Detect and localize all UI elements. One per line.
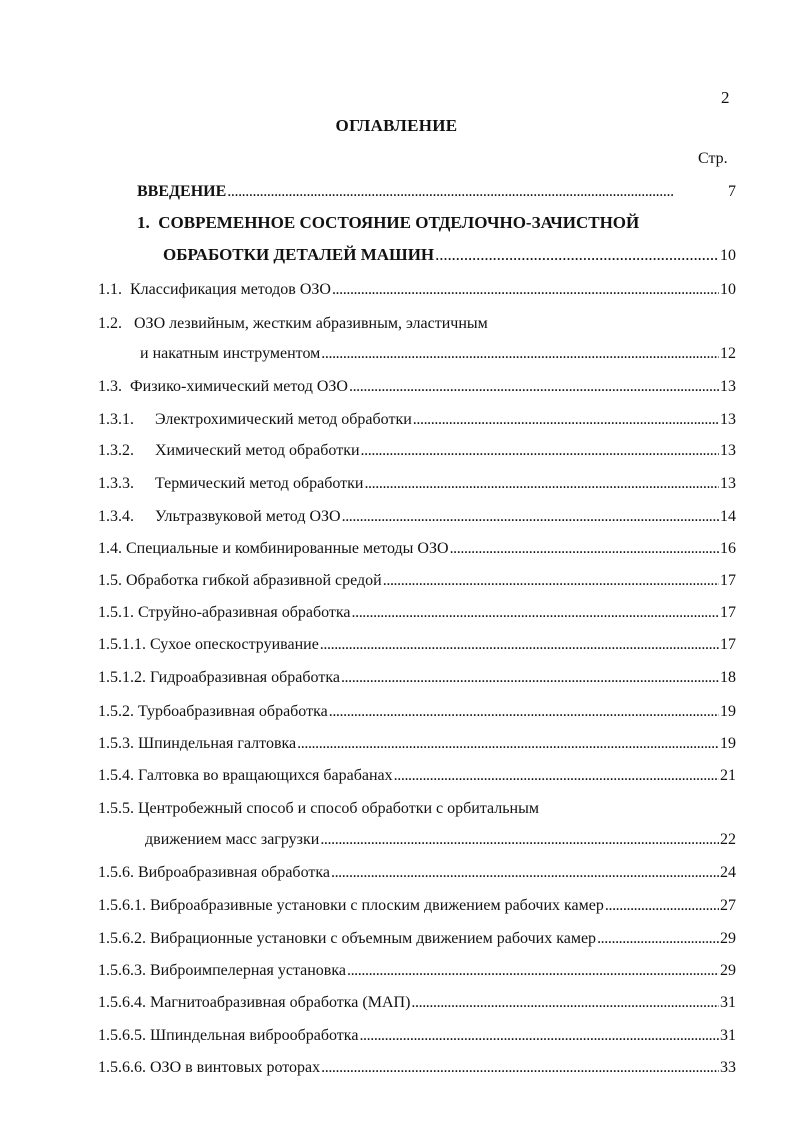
toc-leader — [361, 440, 719, 462]
toc-entry-1-5-6-4 — [98, 992, 736, 1014]
toc-entry-page: 13 — [720, 475, 736, 492]
toc-entry-page: 17 — [720, 572, 736, 589]
toc-leader — [227, 181, 727, 203]
toc-leader — [321, 1057, 719, 1079]
toc-entry-page: 31 — [720, 1027, 736, 1044]
toc-entry-1-3 — [98, 376, 736, 398]
toc-entry-title: 1.5.6.6. ОЗО в винтовых роторах — [98, 1059, 321, 1076]
toc-entry-page: 33 — [720, 1059, 736, 1076]
toc-leader — [320, 829, 719, 851]
toc-entry-1-5-6-6 — [98, 1057, 736, 1079]
toc-entry-1-5-5-line1 — [98, 798, 539, 820]
toc-entry-1-3-1 — [98, 409, 736, 431]
page-title: ОГЛАВЛЕНИЕ — [335, 116, 458, 135]
toc-entry-1-5-6-2 — [98, 928, 736, 950]
toc-entry-title: Классификация методов ОЗО — [130, 281, 331, 298]
toc-leader — [321, 343, 719, 365]
toc-leader — [411, 992, 719, 1014]
toc-entry-page: 18 — [720, 669, 736, 686]
toc-entry-page: 22 — [720, 831, 736, 848]
toc-entry-page: 29 — [720, 930, 736, 947]
toc-entry-page: 16 — [720, 540, 736, 557]
toc-entry-number: 1.3.4. — [98, 508, 134, 525]
toc-entry-1-5-3 — [98, 733, 736, 755]
toc-chapter-1-line2 — [163, 244, 736, 266]
toc-leader — [329, 701, 719, 723]
toc-entry-1-5-6-5 — [98, 1025, 736, 1047]
toc-entry-1-5 — [98, 570, 736, 592]
toc-entry-title: ВВЕДЕНИЕ — [137, 183, 227, 200]
toc-entry-title: Термический метод обработки — [155, 475, 364, 492]
toc-entry-title: 1.4. Специальные и комбинированные методы ОЗО — [98, 540, 449, 557]
toc-entry-number: 1.3. — [98, 378, 122, 395]
toc-entry-title: 1.5. Обработка гибкой абразивной средой — [98, 572, 382, 589]
toc-leader — [413, 409, 719, 431]
toc-leader — [332, 279, 719, 301]
toc-entry-1-3-2 — [98, 440, 736, 462]
toc-entry-1-5-6 — [98, 862, 736, 884]
toc-entry-page: 12 — [720, 345, 736, 362]
toc-leader — [331, 862, 719, 884]
toc-entry-title: 1.5.4. Галтовка во вращающихся барабанах — [98, 767, 393, 784]
toc-entry-page: 19 — [720, 735, 736, 752]
toc-entry-page: 17 — [720, 604, 736, 621]
toc-entry-1-1 — [98, 279, 736, 301]
toc-leader — [352, 602, 720, 624]
toc-leader — [342, 506, 719, 528]
toc-entry-1-2-line1 — [98, 313, 488, 335]
toc-entry-title: Электрохимический метод обработки — [155, 411, 412, 428]
toc-entry-1-5-5-line2 — [145, 829, 736, 851]
toc-entry-number: 1.2. — [98, 315, 122, 332]
toc-entry-page: 31 — [720, 994, 736, 1011]
toc-leader — [347, 960, 719, 982]
toc-leader — [349, 376, 719, 398]
toc-entry-1-5-1-2 — [98, 667, 736, 689]
toc-entry-page: 21 — [720, 767, 736, 784]
toc-entry-title: 1.5.5. Центробежный способ и способ обработки с орбитальным — [98, 800, 539, 817]
toc-entry-title: Физико-химический метод ОЗО — [130, 378, 348, 395]
toc-entry-page: 10 — [720, 247, 736, 264]
toc-entry-number: 1.3.3. — [98, 475, 134, 492]
toc-entry-title: 1.5.6.4. Магнитоабразивная обработка (МАП) — [98, 994, 411, 1011]
toc-entry-1-5-4 — [98, 765, 736, 787]
toc-leader — [341, 667, 719, 689]
toc-entry-1-5-1-1 — [98, 634, 736, 656]
toc-entry-number: 1. — [137, 213, 150, 232]
toc-entry-title: 1.5.6.1. Виброабразивные установки с плоским движением рабочих камер — [98, 897, 604, 914]
toc-entry-title: 1.5.1.2. Гидроабразивная обработка — [98, 669, 340, 686]
toc-chapter-1-line1 — [137, 212, 639, 234]
toc-entry-1-5-6-3 — [98, 960, 736, 982]
toc-entry-page: 14 — [720, 508, 736, 525]
toc-entry-number: 1.3.1. — [98, 411, 134, 428]
toc-entry-title: ОЗО лезвийным, жестким абразивным, эластичным — [134, 315, 488, 332]
toc-entry-page: 19 — [720, 703, 736, 720]
toc-entry-title: 1.5.1.1. Сухое опескоструивание — [98, 636, 319, 653]
toc-entry-title: 1.5.2. Турбоабразивная обработка — [98, 703, 328, 720]
page-column-header: Стр. — [698, 150, 728, 167]
toc-leader — [450, 538, 719, 560]
toc-leader — [605, 895, 719, 917]
toc-entry-title: СОВРЕМЕННОЕ СОСТОЯНИЕ ОТДЕЛОЧНО-ЗАЧИСТНОЙ — [158, 213, 640, 232]
toc-entry-page: 10 — [720, 281, 736, 298]
toc-entry-page: 27 — [720, 897, 736, 914]
toc-leader — [364, 473, 719, 495]
toc-entry-1-3-3 — [98, 473, 736, 495]
toc-entry-1-4 — [98, 538, 736, 560]
toc-entry-1-2-line2 — [140, 343, 736, 365]
toc-entry-title: 1.5.6. Виброабразивная обработка — [98, 864, 330, 881]
toc-entry-number: 1.1. — [98, 281, 122, 298]
toc-entry-1-3-4 — [98, 506, 736, 528]
toc-entry-page: 13 — [720, 411, 736, 428]
toc-entry-1-5-1 — [98, 602, 736, 624]
toc-entry-title: движением масс загрузки — [145, 831, 320, 848]
toc-entry-page: 29 — [720, 962, 736, 979]
page-number: 2 — [721, 88, 730, 107]
toc-entry-title: и накатным инструментом — [140, 345, 321, 362]
toc-entry-introduction — [137, 181, 736, 203]
toc-entry-title: Ультразвуковой метод ОЗО — [155, 508, 341, 525]
toc-entry-1-5-2 — [98, 701, 736, 723]
toc-entry-title: ОБРАБОТКИ ДЕТАЛЕЙ МАШИН — [163, 245, 435, 264]
toc-entry-title: Химический метод обработки — [155, 442, 360, 459]
toc-entry-page: 13 — [720, 442, 736, 459]
toc-leader — [394, 765, 719, 787]
toc-entry-page: 17 — [720, 636, 736, 653]
toc-entry-page: 13 — [720, 378, 736, 395]
toc-entry-title: 1.5.6.5. Шпиндельная виброобработка — [98, 1027, 359, 1044]
toc-entry-page: 24 — [720, 864, 736, 881]
toc-entry-page: 7 — [728, 183, 736, 200]
toc-entry-1-5-6-1 — [98, 895, 736, 917]
toc-leader — [320, 634, 719, 656]
toc-leader — [359, 1025, 719, 1047]
toc-leader — [383, 570, 719, 592]
toc-entry-title: 1.5.1. Струйно-абразивная обработка — [98, 604, 351, 621]
toc-leader — [435, 244, 719, 266]
toc-entry-title: 1.5.6.2. Вибрационные установки с объемным движением рабочих камер — [98, 930, 597, 947]
toc-entry-title: 1.5.3. Шпиндельная галтовка — [98, 735, 297, 752]
toc-leader — [297, 733, 719, 755]
toc-entry-number: 1.3.2. — [98, 442, 134, 459]
toc-entry-title: 1.5.6.3. Виброимпелерная установка — [98, 962, 346, 979]
toc-leader — [597, 928, 719, 950]
